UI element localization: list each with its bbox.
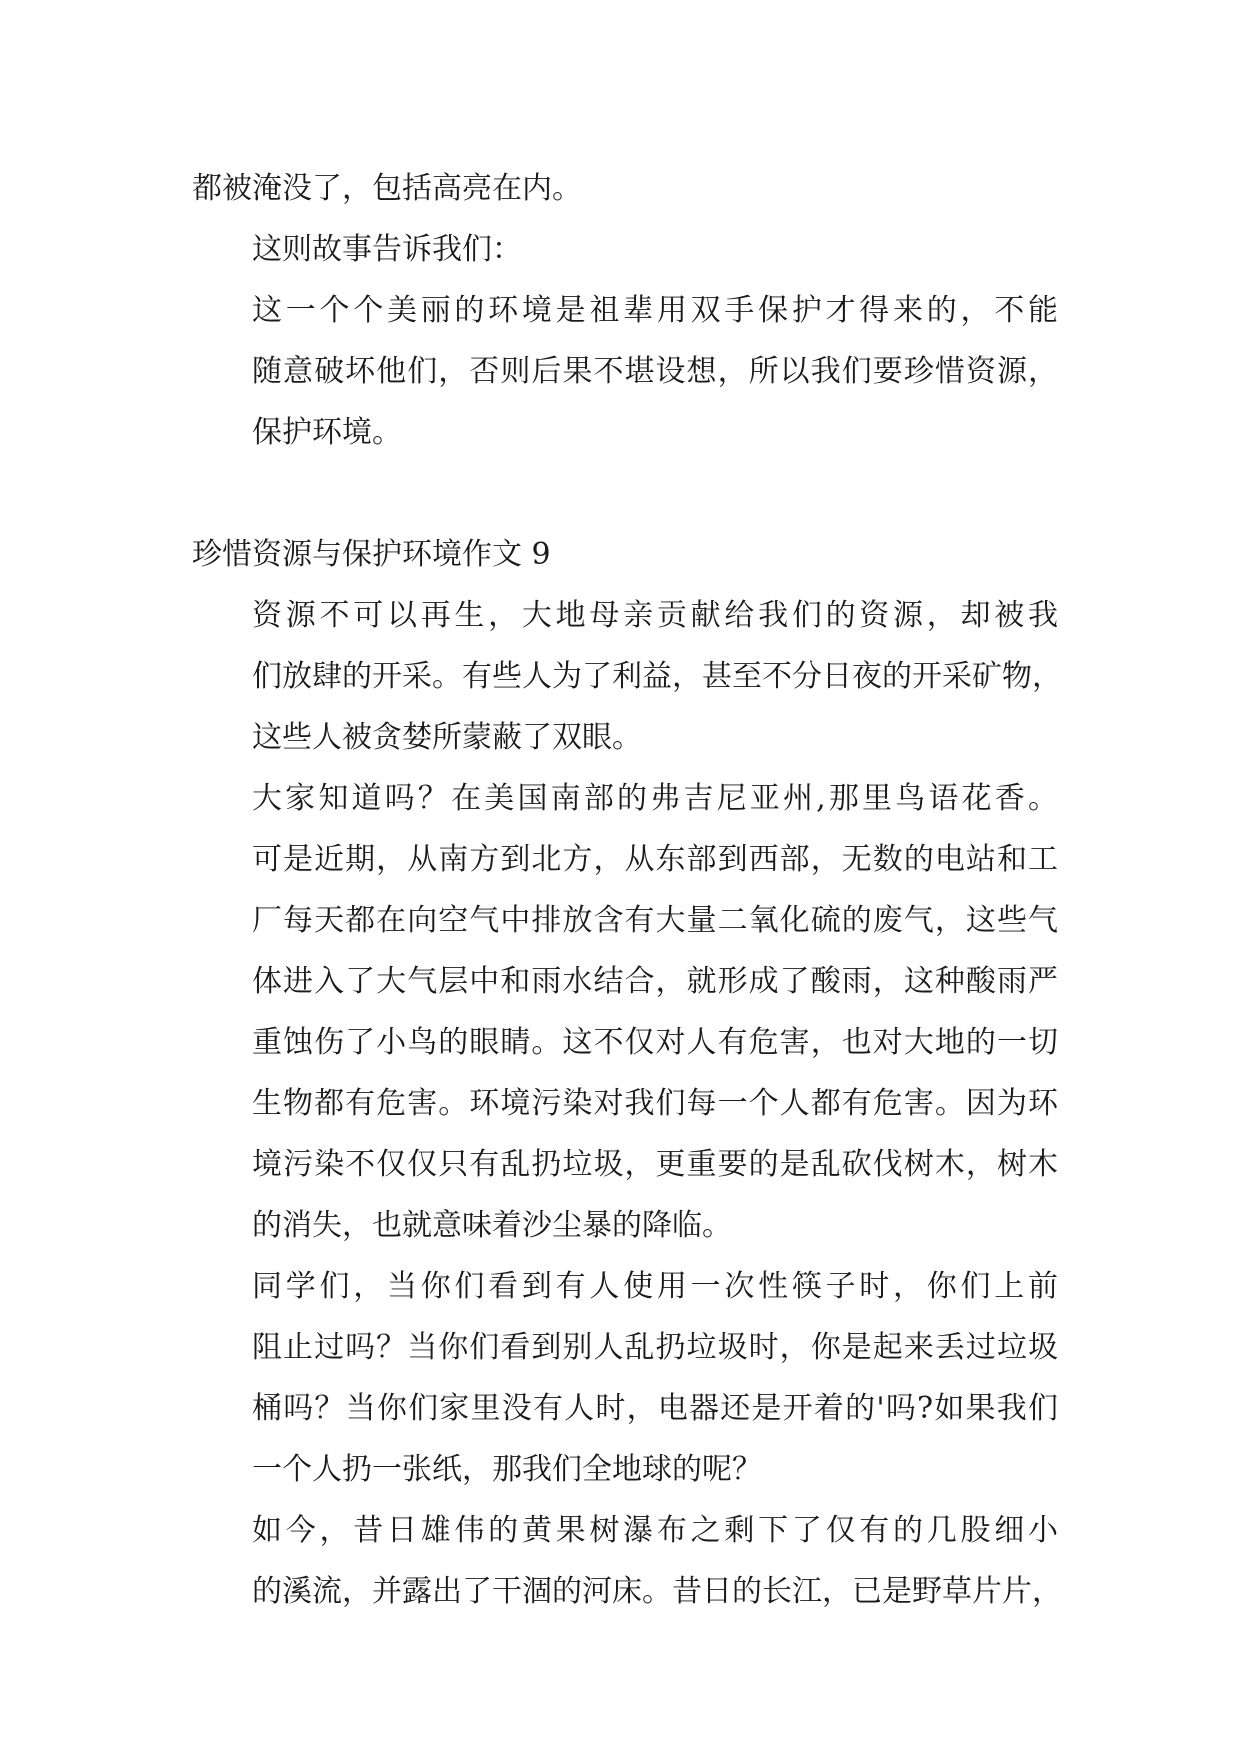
text-line: 可是近期，从南方到北方，从东部到西部，无数的电站和工 <box>252 842 1058 877</box>
text-line: 一个人扔一张纸，那我们全地球的呢？ <box>252 1452 762 1487</box>
text-line: 这一个个美丽的环境是祖辈用双手保护才得来的，不能 <box>252 293 1058 328</box>
document-body <box>192 158 1062 1622</box>
text-line: 阻止过吗？当你们看到别人乱扔垃圾时，你是起来丢过垃圾 <box>252 1330 1058 1365</box>
section-heading <box>192 524 1058 585</box>
text-line: 如今，昔日雄伟的黄果树瀑布之剩下了仅有的几股细小 <box>252 1513 1058 1548</box>
paragraph <box>192 585 1062 768</box>
paragraph <box>192 280 1058 463</box>
text-line: 这些人被贪婪所蒙蔽了双眼。 <box>252 720 642 755</box>
text-line: 生物都有危害。环境污染对我们每一个人都有危害。因为环 <box>252 1086 1058 1121</box>
text-line: 同学们，当你们看到有人使用一次性筷子时，你们上前 <box>252 1269 1058 1304</box>
paragraph <box>192 158 1058 219</box>
text-line: 大家知道吗？在美国南部的弗吉尼亚州,那里鸟语花香。 <box>252 781 1058 816</box>
text-line: 珍惜资源与保护环境作文 9 <box>192 537 551 572</box>
text-line: 随意破坏他们，否则后果不堪设想，所以我们要珍惜资源， <box>252 354 1058 389</box>
text-line: 厂每天都在向空气中排放含有大量二氧化硫的废气，这些气 <box>252 903 1058 938</box>
text-line: 们放肆的开采。有些人为了利益，甚至不分日夜的开采矿物， <box>252 659 1062 694</box>
text-line: 的消失，也就意味着沙尘暴的降临。 <box>252 1208 732 1243</box>
text-line: 重蚀伤了小鸟的眼睛。这不仅对人有危害，也对大地的一切 <box>252 1025 1058 1060</box>
text-line: 这则故事告诉我们： <box>252 232 522 267</box>
paragraph <box>192 1256 1058 1500</box>
text-line: 体进入了大气层中和雨水结合，就形成了酸雨，这种酸雨严 <box>252 964 1058 999</box>
paragraph <box>192 768 1058 1256</box>
paragraph <box>192 219 1058 280</box>
text-line: 桶吗？当你们家里没有人时，电器还是开着的'吗?如果我们 <box>252 1391 1058 1426</box>
text-line: 的溪流，并露出了干涸的河床。昔日的长江，已是野草片片， <box>252 1574 1062 1609</box>
text-line: 保护环境。 <box>252 415 402 450</box>
text-line: 境污染不仅仅只有乱扔垃圾，更重要的是乱砍伐树木，树木 <box>252 1147 1058 1182</box>
text-line: 都被淹没了，包括高亮在内。 <box>192 171 582 206</box>
paragraph <box>192 1500 1062 1622</box>
text-line: 资源不可以再生，大地母亲贡献给我们的资源，却被我 <box>252 598 1058 633</box>
